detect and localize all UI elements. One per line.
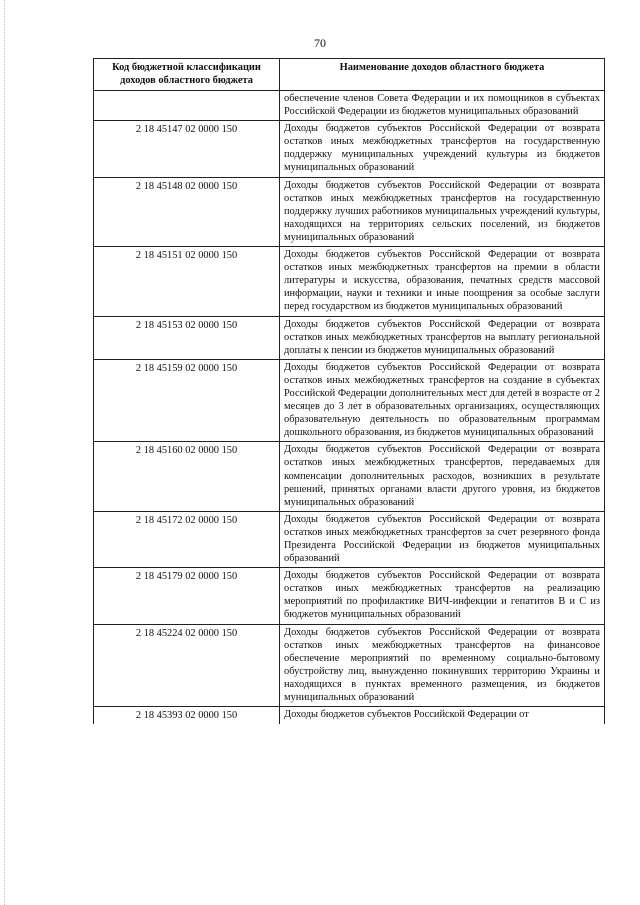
table-row <box>94 442 605 511</box>
row-name: Доходы бюджетов субъектов Российской Федерации от возврата остатков иных межбюджетных трансфертов на финансовое обеспечение мероприятий по временному социально-бытовому обустройству лиц, вынужденно покинувших территорию Украины и находящихся в пунктах временного размещения, из бюджетов муниципальных образований <box>280 624 605 707</box>
row-name: Доходы бюджетов субъектов Российской Федерации от возврата остатков иных межбюджетных трансфертов за счет резервного фонда Президента Российской Федерации из бюджетов муниципальных образований <box>280 511 605 567</box>
row-code: 2 18 45160 02 0000 150 <box>94 442 280 511</box>
row-code: 2 18 45151 02 0000 150 <box>94 247 280 316</box>
row-code: 2 18 45179 02 0000 150 <box>94 568 280 624</box>
table-row <box>94 511 605 567</box>
table-row <box>94 707 605 725</box>
header-name: Наименование доходов областного бюджета <box>280 59 605 91</box>
row-code: 2 18 45224 02 0000 150 <box>94 624 280 707</box>
row-name: Доходы бюджетов субъектов Российской Федерации от возврата остатков иных межбюджетных трансфертов на государственную поддержку муниципальных учреждений культуры из бюджетов муниципальных образований <box>280 121 605 177</box>
table-row <box>94 177 605 246</box>
table-row <box>94 247 605 316</box>
row-name: Доходы бюджетов субъектов Российской Федерации от возврата остатков иных межбюджетных трансфертов на создание в субъектах Российской Федерации дополнительных мест для детей в возрасте от 2 месяцев до 3 лет в образовательных организациях, осуществляющих образовательную деятельность по образовательным программам дошкольного образования, из бюджетов муниципальных образований <box>280 359 605 442</box>
row-code: 2 18 45153 02 0000 150 <box>94 316 280 359</box>
table-row <box>94 91 605 121</box>
row-name: Доходы бюджетов субъектов Российской Федерации от возврата остатков иных межбюджетных трансфертов на государственную поддержку лучших работников муниципальных учреждений культуры, находящихся на территориях сельских поселений, из бюджетов муниципальных образований <box>280 177 605 246</box>
header-code: Код бюджетной классификации доходов областного бюджета <box>94 59 280 91</box>
table-row <box>94 121 605 177</box>
row-code: 2 18 45147 02 0000 150 <box>94 121 280 177</box>
table-row <box>94 568 605 624</box>
table-row <box>94 624 605 707</box>
budget-classification-table <box>93 58 605 724</box>
row-code: 2 18 45393 02 0000 150 <box>94 707 280 725</box>
page-number: 70 <box>314 36 326 50</box>
scan-edge <box>4 0 6 905</box>
row-code: 2 18 45172 02 0000 150 <box>94 511 280 567</box>
row-name: Доходы бюджетов субъектов Российской Федерации от возврата остатков иных межбюджетных трансфертов на выплату региональной доплаты к пенсии из бюджетов муниципальных образований <box>280 316 605 359</box>
row-name: обеспечение членов Совета Федерации и их помощников в субъектах Российской Федерации из бюджетов муниципальных образований <box>280 91 605 121</box>
table-row <box>94 316 605 359</box>
row-code <box>94 91 280 121</box>
table-row <box>94 359 605 442</box>
row-code: 2 18 45148 02 0000 150 <box>94 177 280 246</box>
row-name: Доходы бюджетов субъектов Российской Федерации от возврата остатков иных межбюджетных трансфертов на премии в области литературы и искусства, образования, печатных средств массовой информации, науки и техники и иные поощрения за особые заслуги перед государством из бюджетов муниципальных образований <box>280 247 605 316</box>
table-header-row <box>94 59 605 91</box>
row-code: 2 18 45159 02 0000 150 <box>94 359 280 442</box>
row-name: Доходы бюджетов субъектов Российской Федерации от возврата остатков иных межбюджетных трансфертов, передаваемых для компенсации дополнительных расходов, возникших в результате решений, принятых органами власти другого уровня, из бюджетов муниципальных образований <box>280 442 605 511</box>
row-name: Доходы бюджетов субъектов Российской Федерации от возврата остатков иных межбюджетных трансфертов на реализацию мероприятий по профилактике ВИЧ-инфекции и гепатитов В и С из бюджетов муниципальных образований <box>280 568 605 624</box>
row-name: Доходы бюджетов субъектов Российской Федерации от <box>280 707 605 725</box>
